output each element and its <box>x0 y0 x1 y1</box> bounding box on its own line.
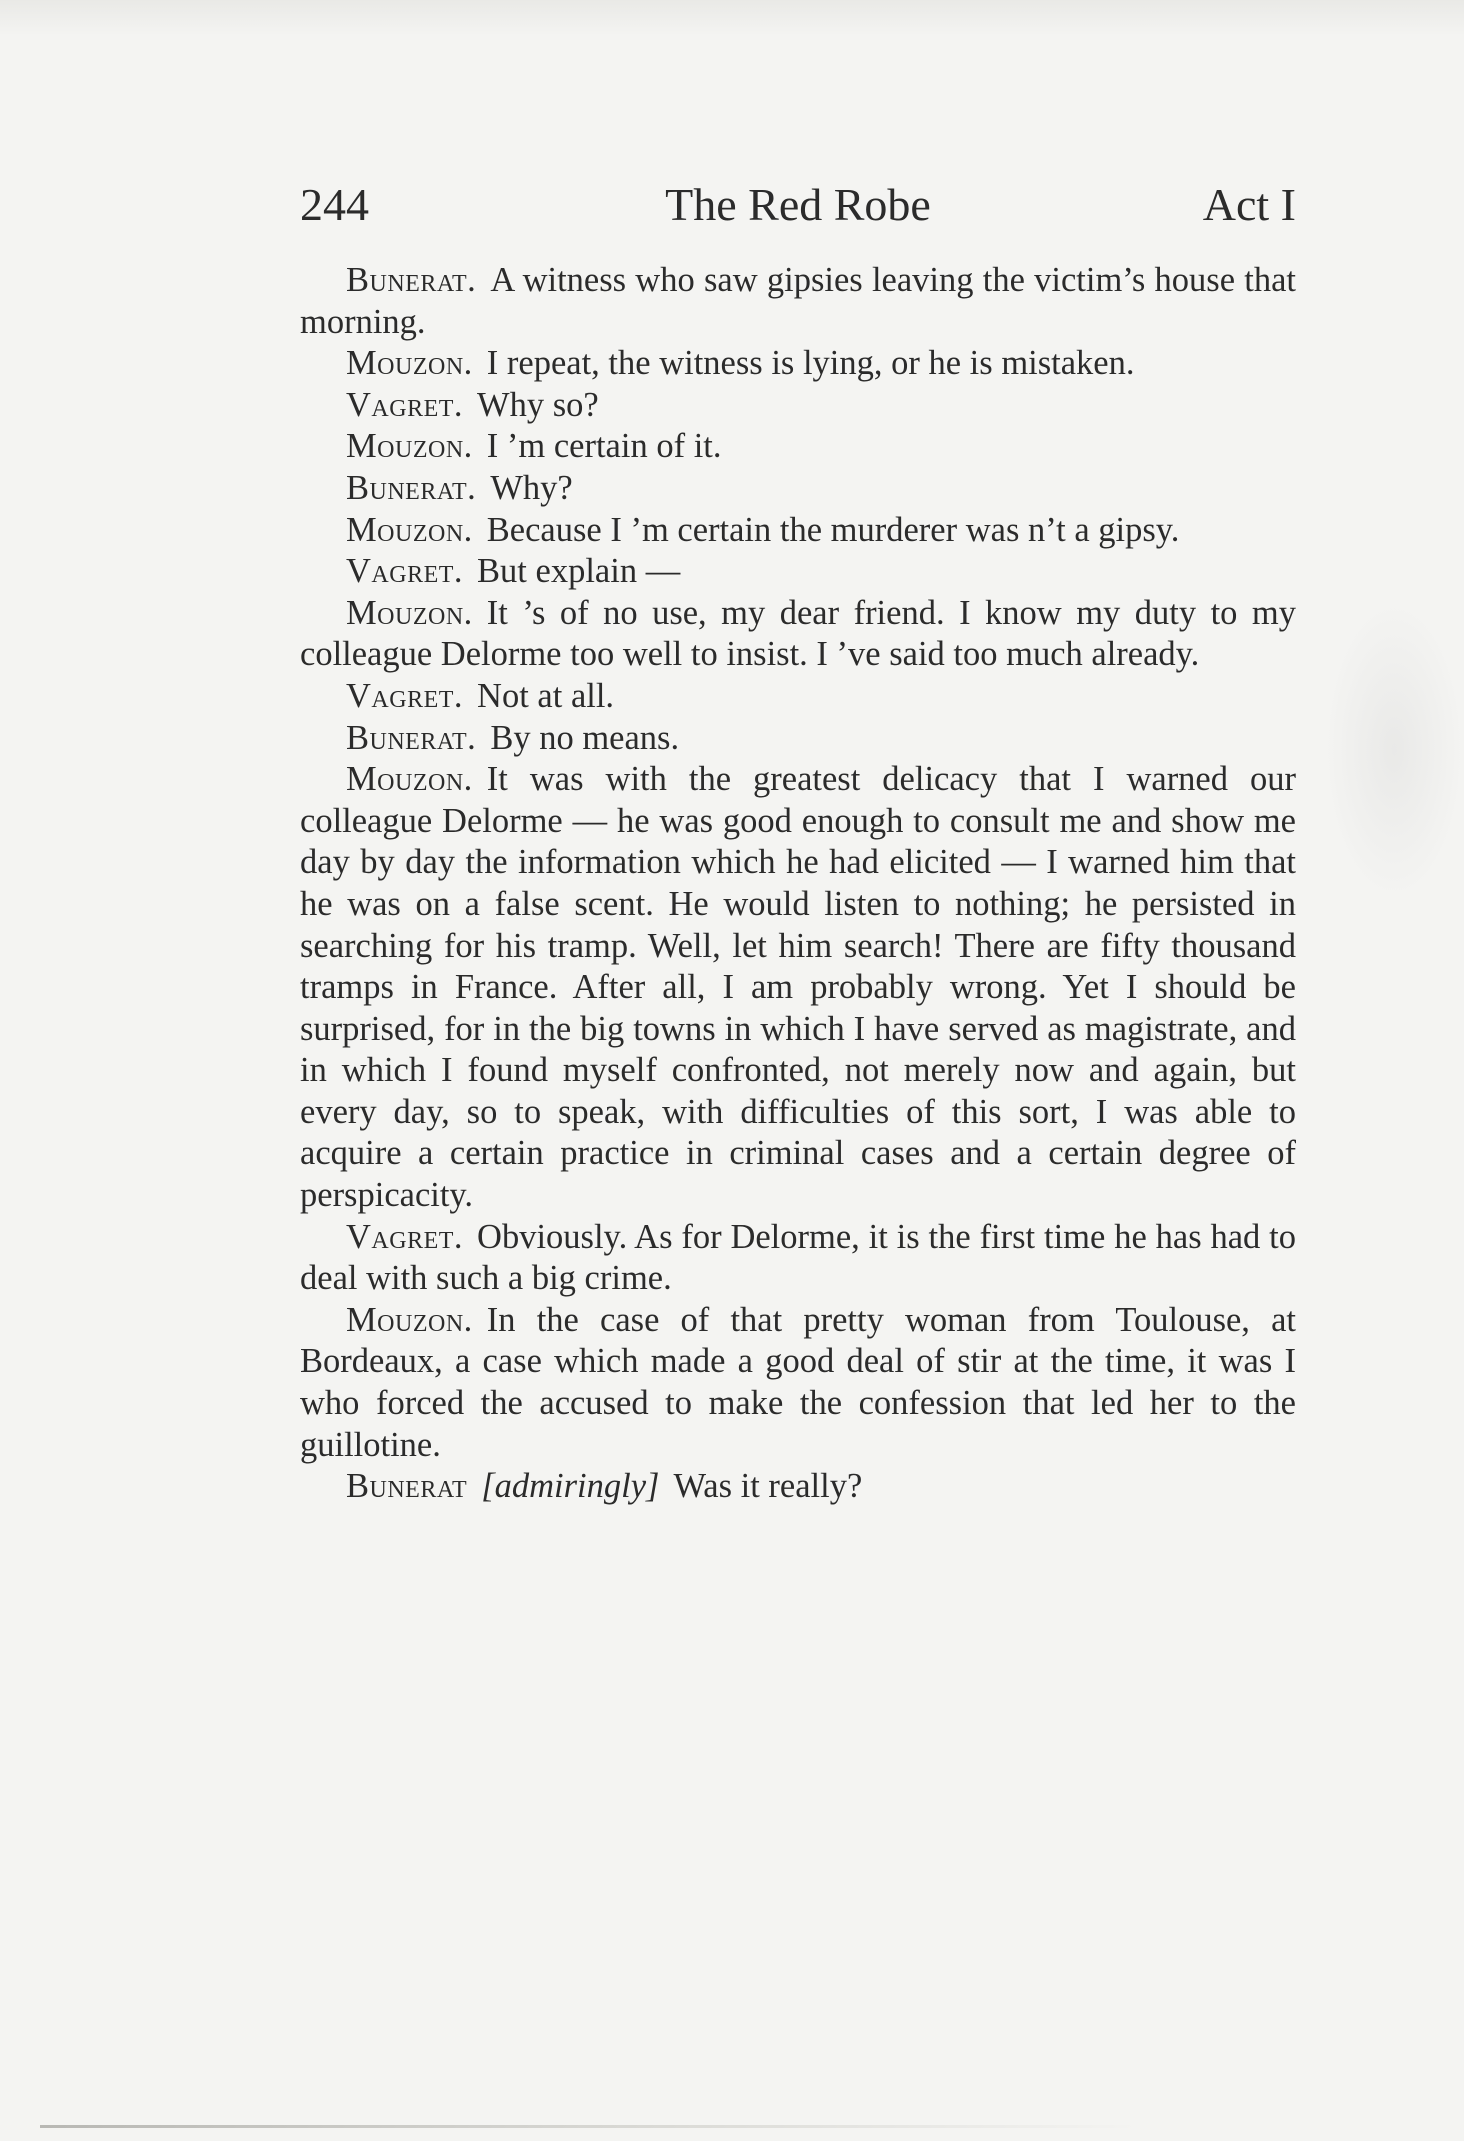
speech <box>300 468 1296 510</box>
scan-smudge <box>1324 600 1464 900</box>
speech-text: It ’s of no use, my dear friend. I know my duty to my colleague Delorme too well to insist. I ’ve said too much already. <box>300 593 1296 674</box>
speech <box>300 1466 1296 1508</box>
speech <box>300 718 1296 760</box>
speech-text: I ’m certain of it. <box>486 427 722 466</box>
book-page <box>300 170 1296 1508</box>
speech-text: Not at all. <box>477 676 615 715</box>
speaker-name: Mouzon. <box>346 1300 473 1339</box>
speech <box>300 1217 1296 1300</box>
speech-text: But explain — <box>477 552 681 591</box>
speech-text: I repeat, the witness is lying, or he is mistaken. <box>486 344 1135 383</box>
speech <box>300 426 1296 468</box>
act-label: Act I <box>1202 179 1296 230</box>
speaker-name: Mouzon. <box>346 593 473 632</box>
speaker-name: Vagret. <box>346 385 464 424</box>
speaker-name: Bunerat. <box>346 468 477 507</box>
speaker-name: Mouzon. <box>346 427 473 466</box>
speech <box>300 593 1296 676</box>
speaker-name: Bunerat <box>346 1467 468 1506</box>
speech <box>300 551 1296 593</box>
scan-edge-top <box>0 0 1464 36</box>
running-head <box>300 170 1296 240</box>
speech <box>300 1300 1296 1466</box>
speech-text: Why? <box>490 468 573 507</box>
speaker-name: Vagret. <box>346 552 464 591</box>
speech <box>300 343 1296 385</box>
speech-text: By no means. <box>490 718 680 757</box>
speech <box>300 260 1296 343</box>
speech <box>300 510 1296 552</box>
dialogue <box>300 260 1296 1508</box>
book-title: The Red Robe <box>665 179 931 230</box>
speaker-name: Mouzon. <box>346 760 473 799</box>
speech-text: Because I ’m certain the murderer was n’t a gipsy. <box>486 510 1180 549</box>
speaker-name: Vagret. <box>346 1217 464 1256</box>
speech-text: It was with the greatest delicacy that I warned our colleague Delorme — he was good enough to consult me and show me day by day the information which he had elicited — I warned him that he was on a false scent. He would listen to nothing; he persisted in searching for his tramp. Well, let him search! There are fifty thousand tramps in France. After all, I am probably wrong. Yet I should be surprised, for in the big towns in which I have served as magistrate, and in which I found myself confronted, not merely now and again, but every day, so to speak, with difficulties of this sort, I was able to acquire a certain practice in criminal cases and a certain degree of perspicacity. <box>300 760 1296 1215</box>
speech <box>300 759 1296 1217</box>
speech <box>300 385 1296 427</box>
speaker-name: Vagret. <box>346 676 464 715</box>
scan-edge-bottom <box>40 2125 1140 2128</box>
speaker-name: Mouzon. <box>346 344 473 383</box>
speaker-name: Mouzon. <box>346 510 473 549</box>
speaker-name: Bunerat. <box>346 718 477 757</box>
speech-text: A witness who saw gipsies leaving the victim’s house that morning. <box>300 261 1296 341</box>
speech-text: Obviously. As for Delorme, it is the first time he has had to deal with such a big crime. <box>300 1217 1296 1298</box>
speaker-name: Bunerat. <box>346 261 477 299</box>
speech <box>300 676 1296 718</box>
speech-text: Why so? <box>477 385 599 424</box>
stage-direction: [admiringly] <box>481 1467 660 1506</box>
speech-text: Was it really? <box>673 1467 863 1506</box>
speech-text: In the case of that pretty woman from Toulouse, at Bordeaux, a case which made a good deal of stir at the time, it was I who forced the accused to make the confession that led her to the guillotine. <box>300 1300 1296 1464</box>
page-number: 244 <box>300 179 369 230</box>
